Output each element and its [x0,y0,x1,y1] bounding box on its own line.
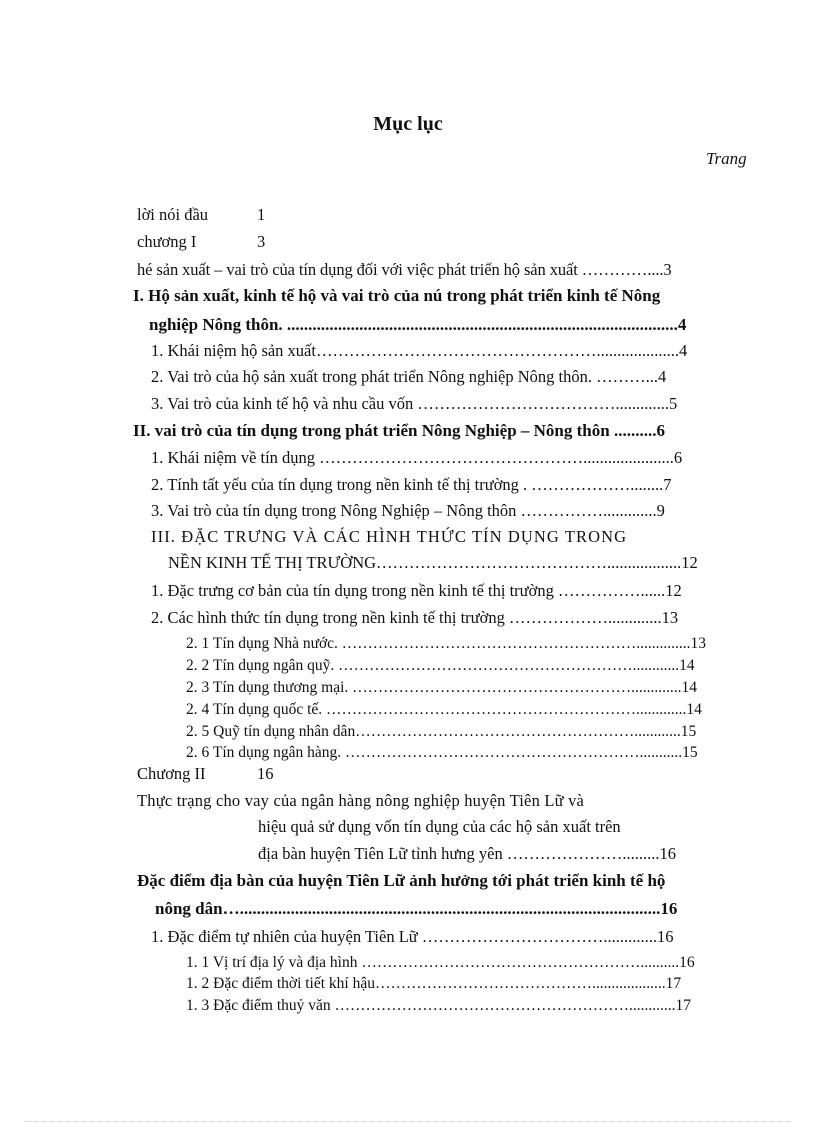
toc-line: NỀN KINH TẾ THỊ TRƯỜNG……………………………………..................12 [168,553,698,572]
toc-line: 2. Các hình thức tín dụng trong nền kinh tế thị trường ……………….............13 [151,608,679,627]
toc-line: 2. Vai trò của hộ sản xuất trong phát triển Nông nghiệp Nông thôn. ………...4 [151,367,667,386]
toc-line: 1. Khái niệm về tín dụng …………………………………………......................6 [151,448,683,467]
toc-entry-chapter-2-page: 16 [257,764,274,783]
toc-heading: nghiệp Nông thôn. ............................................................................................4 [149,315,687,334]
toc-line: 2. 3 Tín dụng thương mại. ……………………………………………….............14 [186,679,698,696]
toc-heading: I. Hộ sản xuất, kinh tế hộ và vai trò của nú trong phát triển kinh tế Nông [133,286,661,305]
toc-line: 2. 4 Tín dụng quốc tế. …………………………………………………….............14 [186,701,702,718]
toc-entry-preface-page: 1 [257,205,266,224]
toc-heading: nông dân…...................................................................................................16 [155,899,678,918]
toc-line: địa bàn huyện Tiên Lữ tỉnh hưng yên ………………….........16 [258,844,676,863]
toc-line: 2. 2 Tín dụng ngân quỹ. …………………………………………………............14 [186,657,695,674]
toc-line: 2. 5 Quỹ tín dụng nhân dân………………………………………………............15 [186,723,697,740]
toc-line: 1. 2 Đặc điểm thời tiết khí hậu……………………………………...................17 [186,975,682,992]
toc-line: 1. Đặc điểm tự nhiên của huyện Tiên Lữ …………………………….............16 [151,927,674,946]
toc-line: 1. 1 Vị trí địa lý và địa hình ………………………………………………..........16 [186,954,695,971]
toc-entry-chapter-1: chương I [137,232,197,251]
toc-line: 1. Khái niệm hộ sản xuất……………………………………………....................4 [151,341,688,360]
toc-entry-chapter-2: Chương II [137,764,206,783]
toc-line: 1. 3 Đặc điểm thuỷ văn …………………………………………………............17 [186,997,692,1014]
page-title: Mục lục [373,113,443,135]
toc-line: 1. Đặc trưng cơ bản của tín dụng trong nền kinh tế thị trường ……………......12 [151,581,682,600]
page-column-label: Trang [706,149,747,168]
toc-line: III. ĐẶC TRƯNG VÀ CÁC HÌNH THỨC TÍN DỤNG TRONG [151,527,628,546]
toc-line: hé sản xuất – vai trò của tín dụng đối với việc phát triển hộ sản xuất …………....3 [137,260,672,279]
toc-heading: Đặc điểm địa bàn của huyện Tiên Lữ ảnh hưởng tới phát triển kinh tế hộ [137,871,666,890]
page-bottom-rule [24,1121,792,1122]
toc-line: 2. 6 Tín dụng ngân hàng. …………………………………………………...........15 [186,744,698,761]
toc-line: 3. Vai trò của tín dụng trong Nông Nghiệp – Nông thôn …………….............9 [151,501,665,520]
toc-entry-chapter-1-page: 3 [257,232,266,251]
toc-line: Thực trạng cho vay của ngân hàng nông nghiệp huyện Tiên Lữ và [137,791,585,810]
toc-line: hiệu quả sử dụng vốn tín dụng của các hộ sản xuất trên [258,817,621,836]
toc-line: 2. Tính tất yếu của tín dụng trong nền kinh tế thị trường . ………………........7 [151,475,672,494]
toc-line: 2. 1 Tín dụng Nhà nước. …………………………………………………..............13 [186,635,707,652]
toc-line: 3. Vai trò của kinh tế hộ và nhu cầu vốn ……………………………….............5 [151,394,678,413]
toc-heading: II. vai trò của tín dụng trong phát triển Nông Nghiệp – Nông thôn ..........6 [133,421,665,440]
toc-entry-preface: lời nói đầu [137,205,209,224]
